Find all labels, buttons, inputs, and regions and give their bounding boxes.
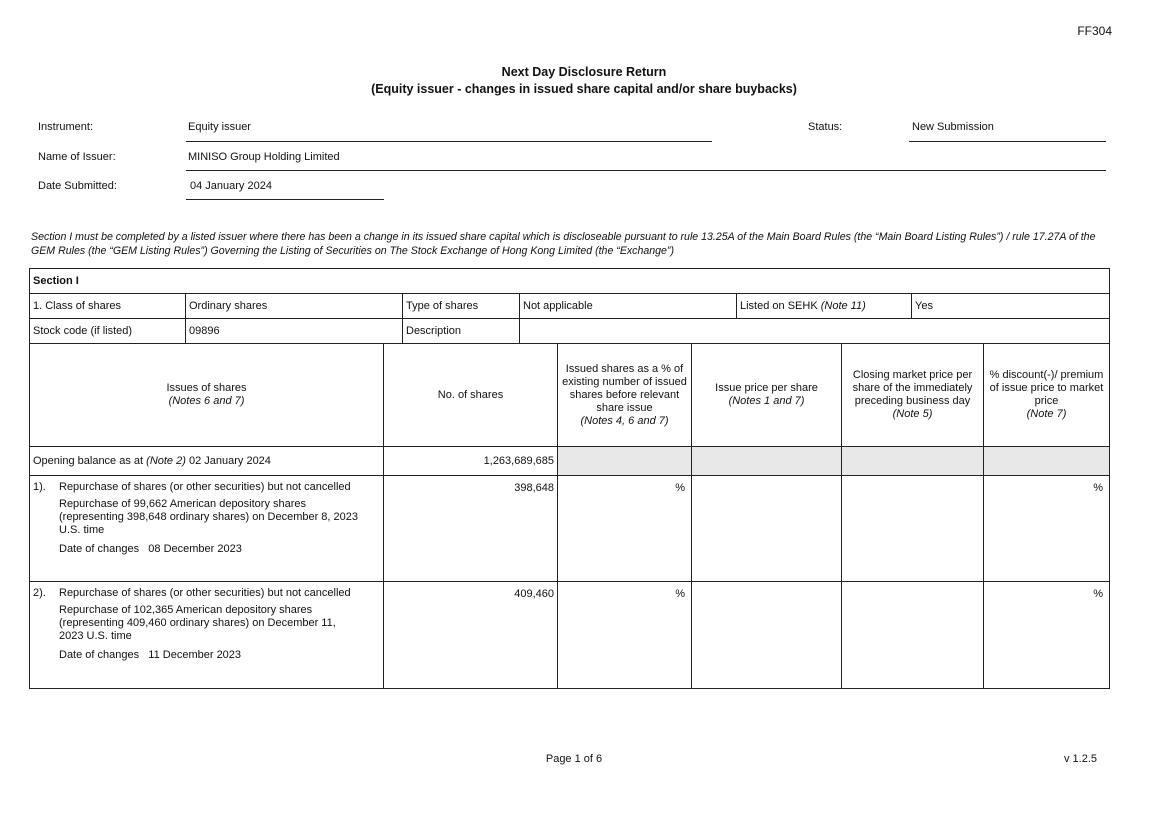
issue-details (30, 476, 384, 582)
table-row (30, 476, 1110, 582)
date-submitted-label: Date Submitted: (38, 180, 117, 192)
discount-premium: % (984, 582, 1110, 689)
date-of-changes: Date of changes 08 December 2023 (59, 543, 242, 555)
issue-type: Repurchase of shares (or other securities) but not cancelled (59, 481, 351, 493)
date-submitted-value: 04 January 2024 (190, 180, 272, 192)
type-of-shares-value: Not applicable (520, 294, 737, 319)
form-code: FF304 (1077, 24, 1112, 38)
page-number: Page 1 of 6 (545, 753, 603, 765)
stock-code-value: 09896 (186, 319, 403, 344)
date-submitted-underline (186, 199, 384, 200)
issuer-underline (186, 170, 1106, 171)
status-underline (909, 141, 1106, 142)
issues-header-row (30, 344, 1110, 447)
issuer-label: Name of Issuer: (38, 151, 116, 163)
opening-balance-shares: 1,263,689,685 (384, 447, 558, 476)
issue-details (30, 582, 384, 689)
version-label: v 1.2.5 (1063, 753, 1097, 765)
issue-price (692, 476, 842, 582)
opening-empty-closing (842, 447, 984, 476)
issues-table (29, 343, 1110, 689)
closing-price (842, 476, 984, 582)
col-issue-price: Issue price per share (Notes 1 and 7) (692, 344, 842, 447)
row-number: 1). (33, 481, 46, 493)
table-row (30, 582, 1110, 689)
instrument-underline (186, 141, 712, 142)
opening-empty-price (692, 447, 842, 476)
issue-pct: % (558, 582, 692, 689)
issue-price (692, 582, 842, 689)
opening-empty-pct (558, 447, 692, 476)
col-closing-price: Closing market price per share of the immediately preceding business day (Note 5) (842, 344, 984, 447)
issue-type: Repurchase of shares (or other securities) but not cancelled (59, 587, 351, 599)
row-number: 2). (33, 587, 46, 599)
listed-on-sehk-label: Listed on SEHK (Note 11) (737, 294, 912, 319)
description-value (520, 319, 1110, 344)
instrument-value: Equity issuer (188, 121, 251, 133)
section-i-info-table (29, 268, 1110, 344)
issue-pct: % (558, 476, 692, 582)
col-discount-premium: % discount(-)/ premium of issue price to market price (Note 7) (984, 344, 1110, 447)
issue-shares: 409,460 (384, 582, 558, 689)
section-instructions: Section I must be completed by a listed issuer where there has been a change in its issued share capital which is discloseable pursuant to rule 13.25A of the Main Board Rules (the “Main Board Listing Rules”) / rule 17.27A of the GEM Rules (the “GEM Listing Rules”) Governing the Listing of Securities on The Stock Exchange of Hong Kong Limited (the “Exchange”) (31, 231, 1096, 257)
col-issued-pct: Issued shares as a % of existing number of issued shares before relevant share issue (Notes 4, 6 and 7) (558, 344, 692, 447)
issue-shares: 398,648 (384, 476, 558, 582)
status-label: Status: (808, 121, 843, 133)
class-of-shares-value: Ordinary shares (186, 294, 403, 319)
closing-price (842, 582, 984, 689)
listed-on-sehk-value: Yes (912, 294, 1110, 319)
opening-balance-label: Opening balance as at (Note 2) 02 January 2024 (30, 447, 384, 476)
col-issues-of-shares: Issues of shares (Notes 6 and 7) (30, 344, 384, 447)
page-title: Next Day Disclosure Return (501, 65, 667, 79)
issuer-value: MINISO Group Holding Limited (188, 151, 340, 163)
opening-empty-discount (984, 447, 1110, 476)
instrument-label: Instrument: (38, 121, 94, 133)
discount-premium: % (984, 476, 1110, 582)
class-of-shares-label: 1. Class of shares (30, 294, 186, 319)
opening-balance-row (30, 447, 1110, 476)
section-title: Section I (30, 269, 1110, 294)
issue-description: Repurchase of 99,662 American depository shares (representing 398,648 ordinary shares) on December 8, 2023 U.S. time (59, 498, 359, 536)
status-value: New Submission (912, 121, 994, 133)
issue-description: Repurchase of 102,365 American depository shares (representing 409,460 ordinary shares) on December 11, 2023 U.S. time (59, 604, 336, 642)
description-label: Description (403, 319, 520, 344)
col-no-of-shares: No. of shares (384, 344, 558, 447)
date-of-changes: Date of changes 11 December 2023 (59, 649, 242, 661)
page-subtitle: (Equity issuer - changes in issued share capital and/or share buybacks) (371, 82, 797, 96)
stock-code-label: Stock code (if listed) (30, 319, 186, 344)
type-of-shares-label: Type of shares (403, 294, 520, 319)
